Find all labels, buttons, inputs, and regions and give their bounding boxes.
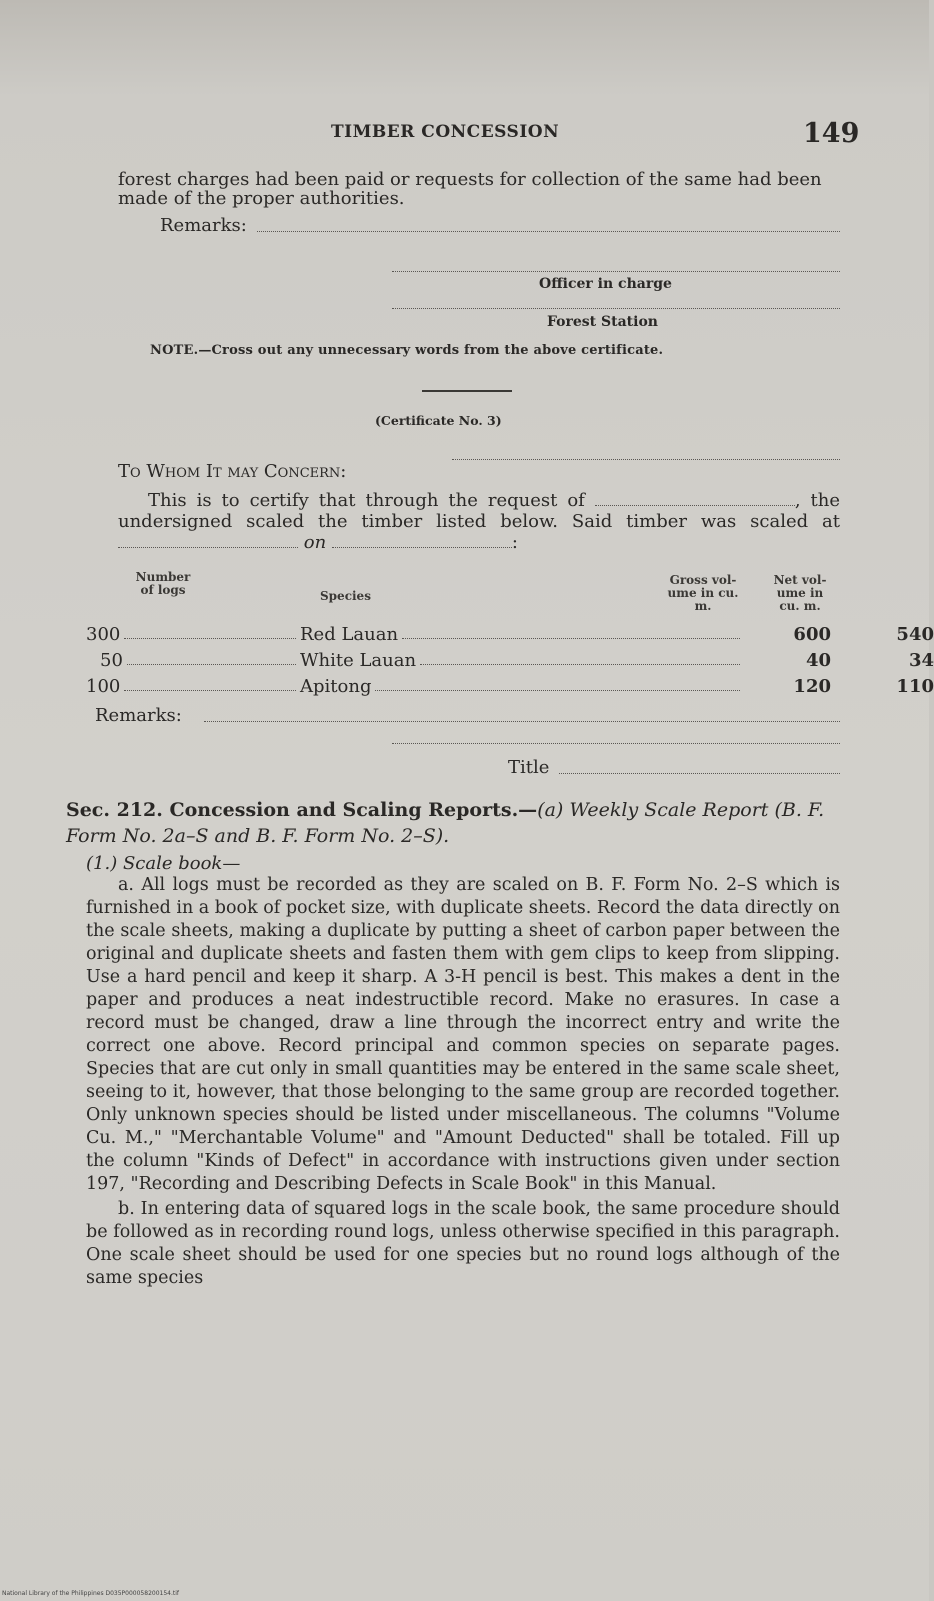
station-caption: Forest Station bbox=[547, 314, 658, 330]
certify-part2: , the undersigned scaled the timber listed below. Said timber was scaled at bbox=[118, 490, 840, 532]
remarks-line-1 bbox=[160, 215, 840, 236]
remarks-fill-line bbox=[257, 215, 840, 232]
row-net: 540 bbox=[896, 624, 934, 645]
certificate-note: NOTE.—Cross out any unnecessary words from the above certificate. bbox=[150, 343, 664, 358]
section-heading bbox=[66, 797, 846, 849]
location-fill-line bbox=[118, 533, 298, 548]
requester-fill-line bbox=[595, 491, 795, 506]
col-header-count: Number of logs bbox=[135, 570, 191, 597]
table-row bbox=[86, 650, 934, 674]
col-header-species: Species bbox=[320, 589, 371, 603]
row-count: 100 bbox=[86, 676, 121, 697]
certify-on: on bbox=[303, 532, 327, 553]
certify-colon: : bbox=[511, 532, 518, 553]
row-species: Apitong bbox=[300, 676, 372, 697]
paragraph-a: a. All logs must be recorded as they are scaled on B. F. Form No. 2–S which is furnished in a book of pocket size, with duplicate sheets. Record the data directly on the scale sheets, making a duplicate by putting a sheet of carbon paper between the original and duplicate sheets and fasten them with gem clips to keep from slipping. Use a hard pencil and keep it sharp. A 3-H pencil is best. This makes a dent in the paper and produces a neat indestructible record. Make no erasures. In case a record must be changed, draw a line through the incorrect entry and write the correct one above. Record principal and common species on separate pages. Species that are cut only in small quantities may be entered in the same scale sheet, seeing to it, however, that those belonging to the same group are recorded together. Only unknown species should be listed under miscellaneous. The columns "Volume Cu. M.," "Merchantable Volume" and "Amount Deducted" shall be totaled. Fill up the column "Kinds of Defect" in accordance with instructions given under section 197, "Recording and Describing Defects in Scale Book" in this Manual. bbox=[86, 875, 840, 1194]
row-count: 50 bbox=[100, 650, 123, 671]
section-divider bbox=[422, 390, 512, 392]
scan-footer: National Library of the Philippines D035P000058200154.tif bbox=[2, 1590, 180, 1597]
subheading: (1.) Scale book— bbox=[86, 853, 241, 874]
running-header: TIMBER CONCESSION bbox=[331, 122, 560, 142]
title-label: Title bbox=[508, 757, 550, 778]
certify-paragraph bbox=[118, 490, 840, 553]
col-header-net: Net vol-ume in cu. m. bbox=[773, 573, 827, 613]
remarks-line-2 bbox=[95, 705, 840, 726]
row-species: White Lauan bbox=[300, 650, 417, 671]
date-fill-line bbox=[332, 533, 512, 548]
certificate-label: (Certificate No. 3) bbox=[375, 413, 502, 428]
title-line bbox=[508, 757, 840, 778]
table-row bbox=[86, 624, 934, 648]
officer-caption: Officer in charge bbox=[539, 276, 672, 292]
row-gross: 120 bbox=[793, 676, 831, 697]
page-number: 149 bbox=[803, 118, 860, 149]
remarks-label: Remarks: bbox=[160, 215, 247, 236]
col-header-gross: Gross vol-ume in cu. m. bbox=[667, 573, 739, 613]
officer-signature-line bbox=[392, 270, 840, 272]
row-gross: 40 bbox=[805, 650, 831, 671]
salutation: To Whom It may Concern: bbox=[118, 461, 347, 482]
row-count: 300 bbox=[86, 624, 121, 645]
row-gross: 600 bbox=[793, 624, 831, 645]
station-signature-line bbox=[392, 307, 840, 309]
table-remarks-label: Remarks: bbox=[95, 705, 182, 726]
paragraph-b: b. In entering data of squared logs in the scale book, the same procedure should be followed as in recording round logs, unless otherwise specified in this paragraph. One scale sheet should be used for one species but no round logs although of the same species bbox=[86, 1199, 840, 1288]
section-heading-italic: (a) Weekly Scale Report (B. F. Form No. 2a–S and B. F. Form No. 2–S). bbox=[66, 799, 825, 847]
table-row bbox=[86, 676, 934, 700]
title-fill-line bbox=[559, 757, 840, 774]
section-heading-bold: Sec. 212. Concession and Scaling Reports.— bbox=[66, 799, 538, 821]
table-remarks-fill-line bbox=[204, 705, 840, 722]
intro-paragraph: forest charges had been paid or requests for collection of the same had been made of the proper authorities. bbox=[118, 169, 822, 209]
row-net: 34 bbox=[908, 650, 934, 671]
certify-part1: This is to certify that through the request of bbox=[148, 490, 585, 511]
row-species: Red Lauan bbox=[300, 624, 399, 645]
date-line bbox=[452, 458, 840, 460]
body-text bbox=[86, 874, 840, 1290]
signature-line bbox=[392, 742, 840, 744]
row-net: 110 bbox=[896, 676, 934, 697]
